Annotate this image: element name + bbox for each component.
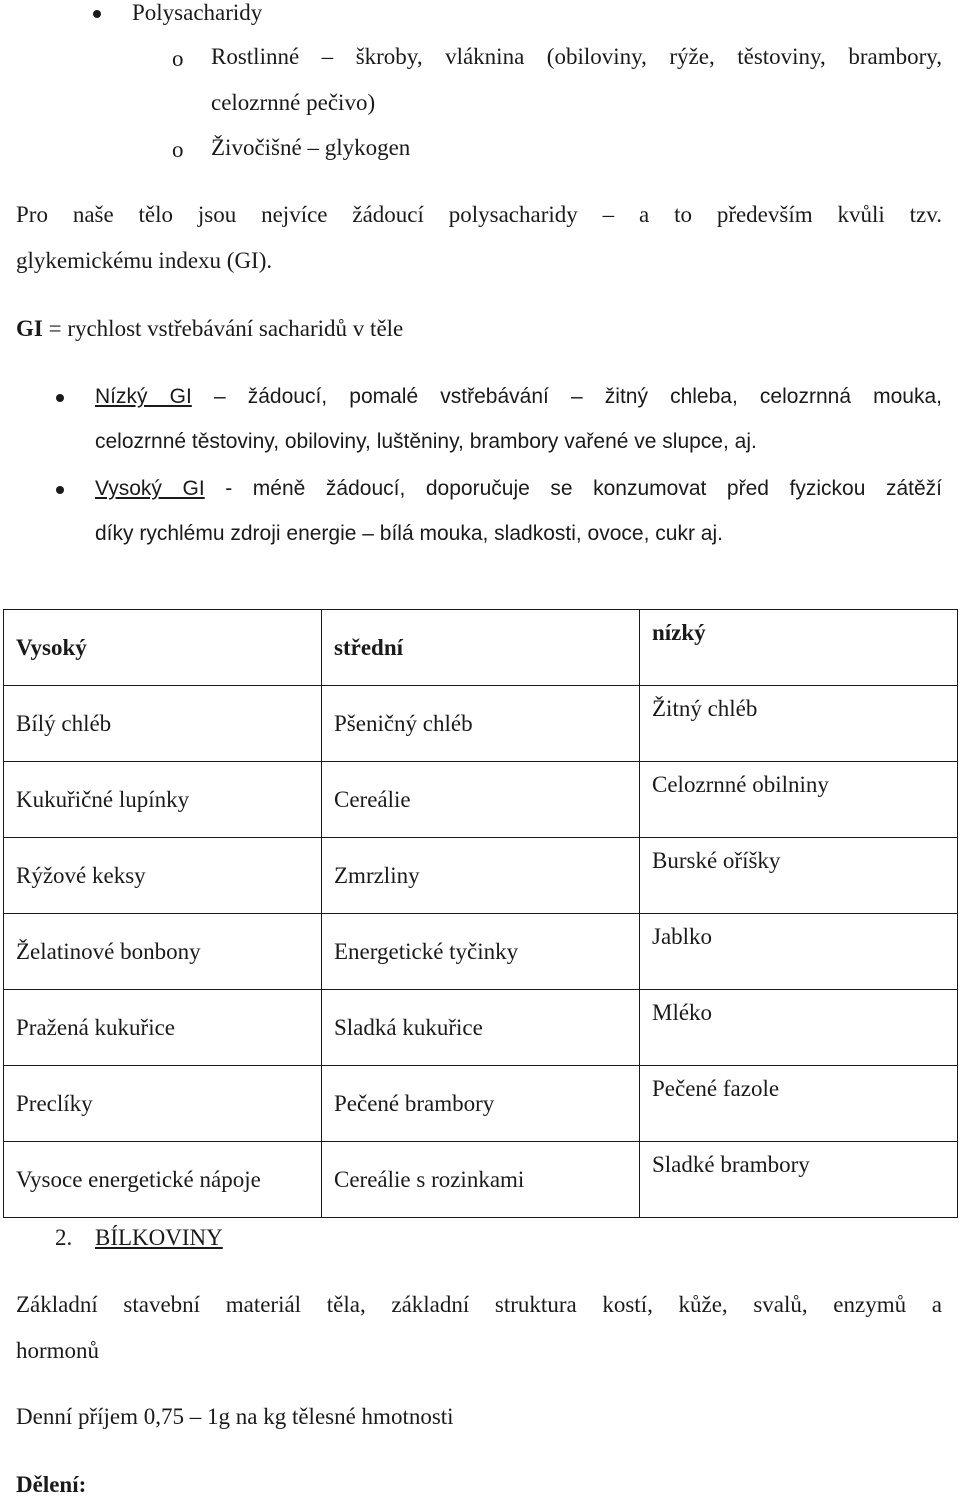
proteins-heading: BÍLKOVINY: [95, 1225, 223, 1250]
gi-definition-text: = rychlost vstřebávání sacharidů v těle: [42, 316, 404, 341]
table-cell: Pečené fazole: [640, 1066, 958, 1142]
table-cell: Sladká kukuřice: [322, 990, 640, 1066]
table-cell: Energetické tyčinky: [322, 914, 640, 990]
table-cell: Sladké brambory: [640, 1142, 958, 1218]
proteins-number: 2.: [55, 1225, 73, 1250]
header-low: nízký: [640, 610, 958, 686]
table-header-row: [4, 610, 958, 686]
plant-starch-line1: Rostlinné – škroby, vláknina (obiloviny, rýže, těstoviny, brambory,: [211, 44, 942, 69]
sub-bullet-marker: o: [172, 137, 184, 162]
polysaccharides-title: Polysacharidy: [132, 0, 263, 25]
table-cell: Jablko: [640, 914, 958, 990]
intro-line2: glykemickému indexu (GI).: [16, 248, 273, 273]
high-gi-desc: - méně žádoucí, doporučuje se konzumovat před fyzickou zátěží: [204, 477, 942, 500]
table-cell: Želatinové bonbony: [4, 914, 322, 990]
gi-term: GI: [16, 316, 43, 341]
low-gi-desc: – žádoucí, pomalé vstřebávání – žitný chleba, celozrnná mouka,: [191, 385, 942, 408]
bullet-icon: [93, 10, 101, 18]
table-cell: Vysoce energetické nápoje: [4, 1142, 322, 1218]
table-cell: Kukuřičné lupínky: [4, 762, 322, 838]
table-row: [4, 762, 958, 838]
header-high: Vysoký: [4, 610, 322, 686]
division-label: Dělení:: [16, 1472, 87, 1497]
bullet-icon: [56, 486, 64, 494]
high-gi-line2: díky rychlému zdroji energie – bílá mouka, sladkosti, ovoce, cukr aj.: [95, 522, 723, 545]
table-cell: Žitný chléb: [640, 686, 958, 762]
gi-table: [3, 609, 958, 1218]
table-cell: Rýžové keksy: [4, 838, 322, 914]
high-gi-line1: [95, 477, 942, 501]
table-row: [4, 1066, 958, 1142]
bullet-icon: [56, 394, 64, 402]
daily-intake: Denní příjem 0,75 – 1g na kg tělesné hmotnosti: [16, 1404, 454, 1429]
gi-definition: [16, 316, 403, 342]
table-cell: Preclíky: [4, 1066, 322, 1142]
proteins-desc-line2: hormonů: [16, 1338, 100, 1363]
table-row: [4, 686, 958, 762]
table-cell: Pečené brambory: [322, 1066, 640, 1142]
sub-bullet-marker: o: [172, 46, 184, 71]
table-cell: Bílý chléb: [4, 686, 322, 762]
header-medium: střední: [322, 610, 640, 686]
low-gi-line2: celozrnné těstoviny, obiloviny, luštěniny, brambory vařené ve slupce, aj.: [95, 430, 757, 453]
high-gi-term: Vysoký GI: [95, 477, 205, 500]
table-cell: Mléko: [640, 990, 958, 1066]
plant-starch-line2: celozrnné pečivo): [211, 90, 376, 115]
table-row: [4, 990, 958, 1066]
low-gi-term: Nízký GI: [95, 385, 192, 408]
table-cell: Pšeničný chléb: [322, 686, 640, 762]
table-row: [4, 838, 958, 914]
low-gi-line1: [95, 385, 942, 409]
table-cell: Zmrzliny: [322, 838, 640, 914]
table-cell: Cereálie: [322, 762, 640, 838]
table-cell: Celozrnné obilniny: [640, 762, 958, 838]
proteins-desc-line1: Základní stavební materiál těla, základní struktura kostí, kůže, svalů, enzymů a: [16, 1292, 942, 1317]
intro-line1: Pro naše tělo jsou nejvíce žádoucí polysacharidy – a to především kvůli tzv.: [16, 202, 942, 227]
animal-glycogen-line: Živočišné – glykogen: [211, 135, 411, 160]
table-cell: Cereálie s rozinkami: [322, 1142, 640, 1218]
table-row: [4, 1142, 958, 1218]
table-cell: Burské oříšky: [640, 838, 958, 914]
table-cell: Pražená kukuřice: [4, 990, 322, 1066]
table-row: [4, 914, 958, 990]
